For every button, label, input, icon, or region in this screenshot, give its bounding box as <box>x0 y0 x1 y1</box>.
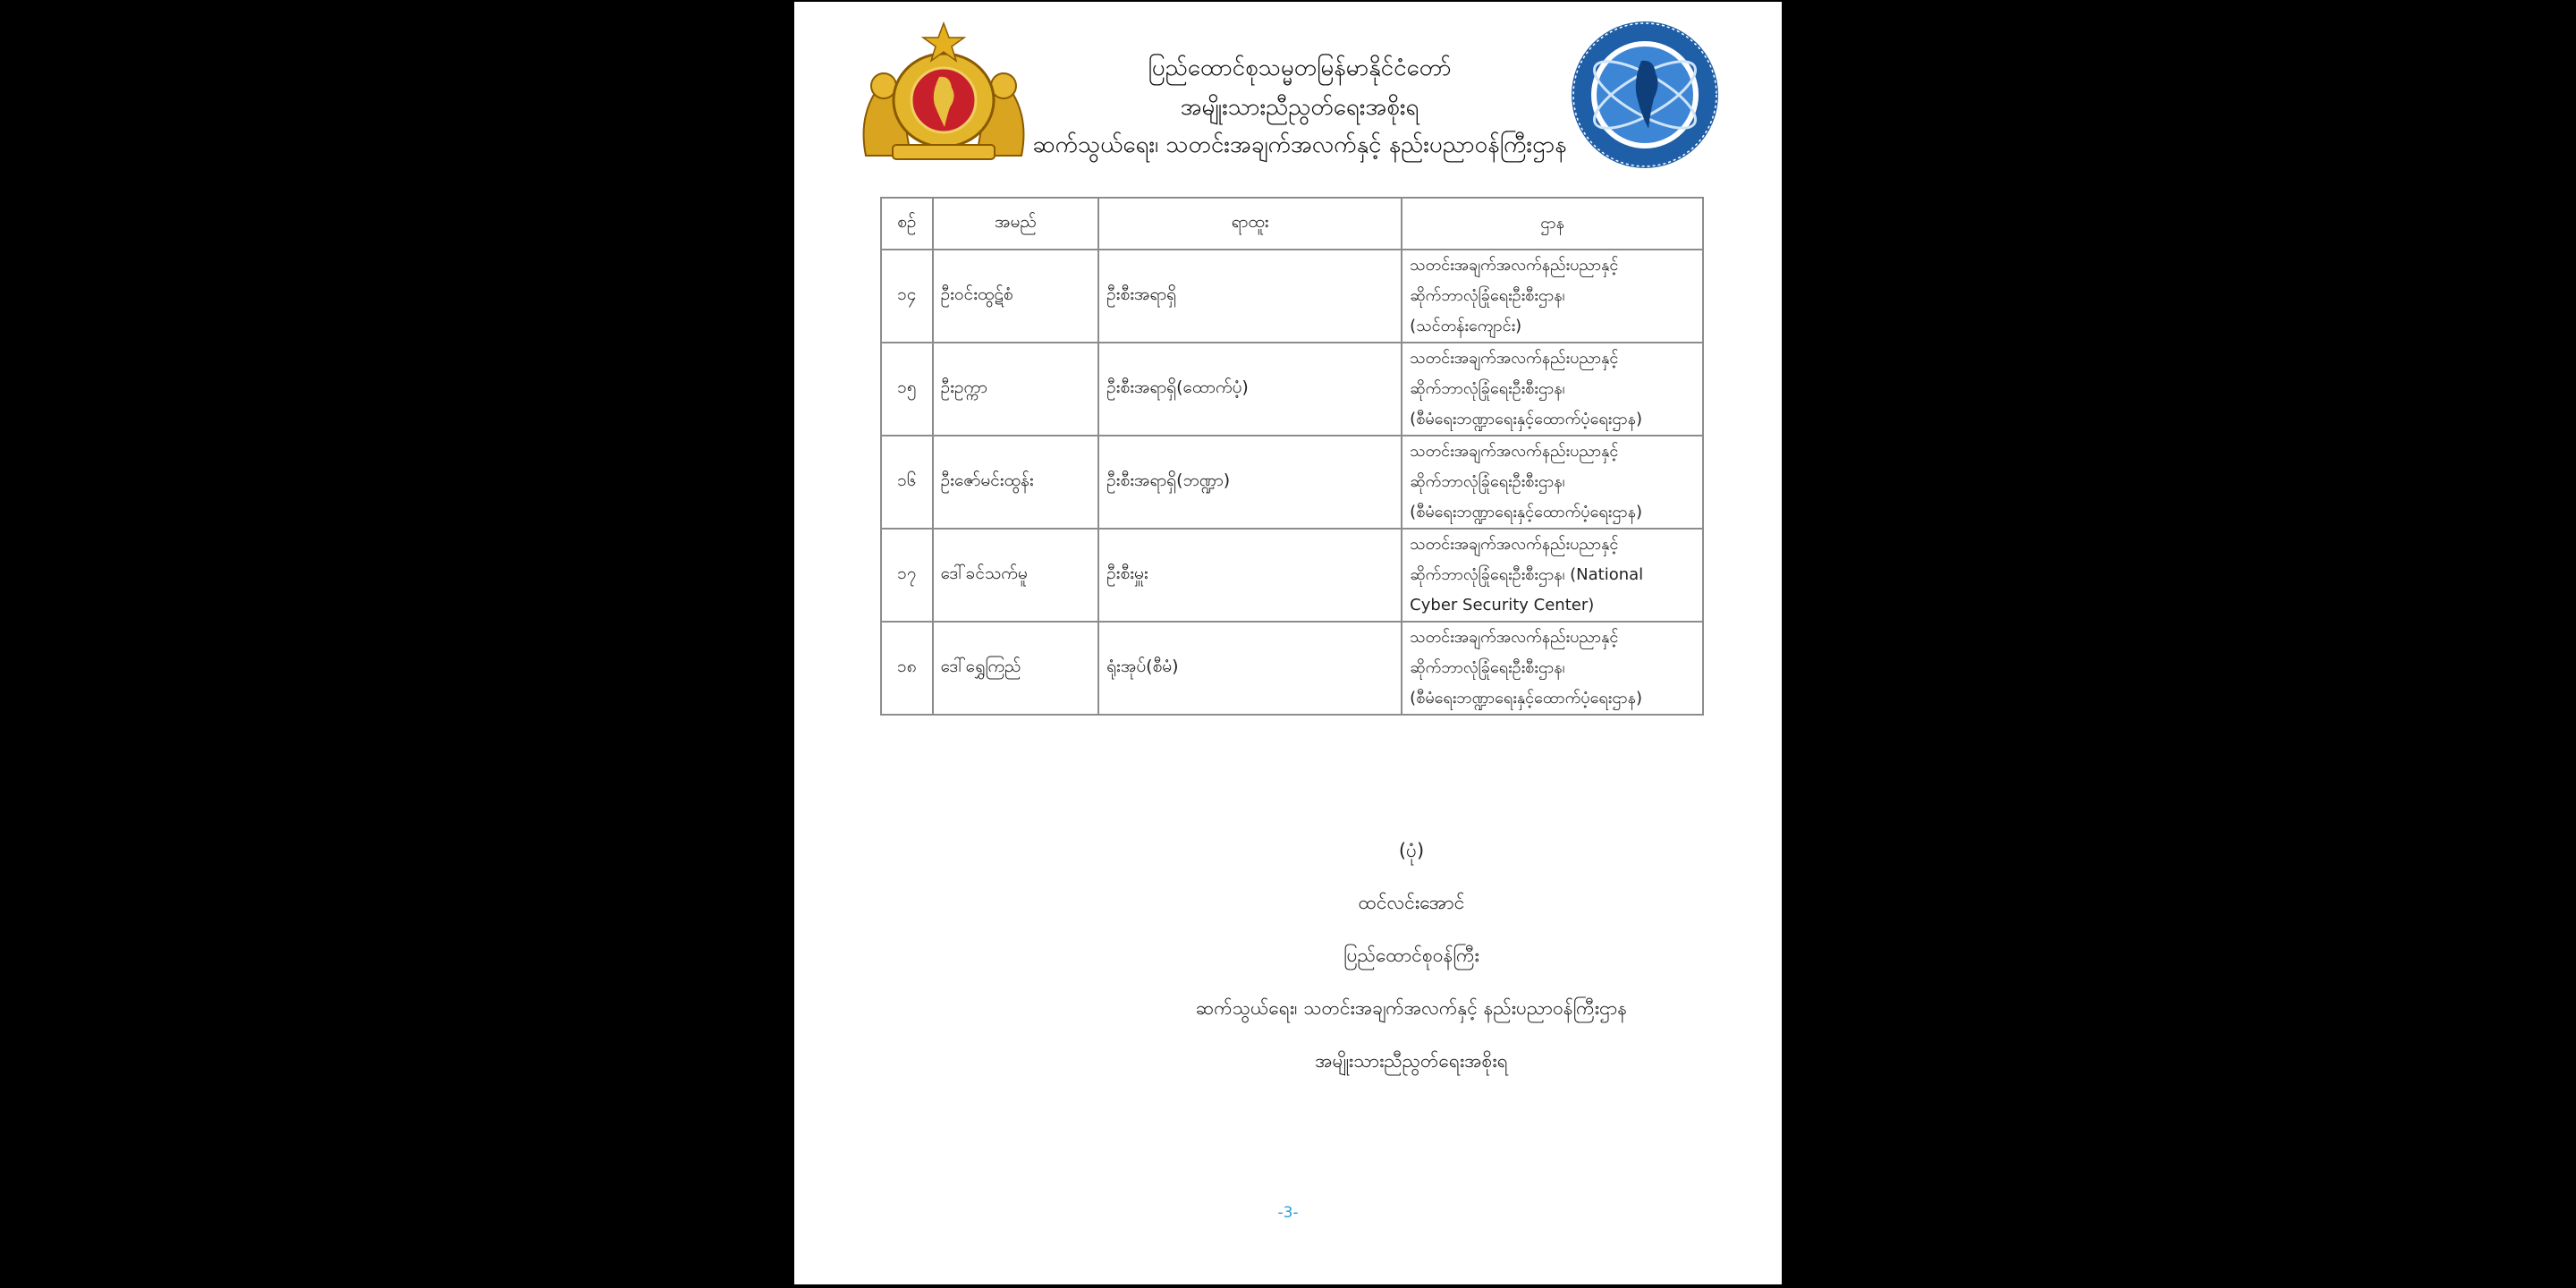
cell-name: ဒေါ်ခင်သက်မူ <box>933 529 1099 622</box>
department-line: (စီမံရေးဘဏ္ဍာရေးနှင့်ထောက်ပံ့ရေးဌာန) <box>1410 503 1642 521</box>
cell-name: ဦးဝင်းထွဋ်စံ <box>933 250 1099 343</box>
header-country: ပြည်ထောင်စုသမ္မတမြန်မာနိုင်ငံတော် <box>1148 55 1452 81</box>
cell-department <box>1402 529 1703 622</box>
cell-position: ဦးစီးအရာရှိ <box>1098 250 1402 343</box>
column-header-name: အမည် <box>933 198 1099 250</box>
department-line: သတင်းအချက်အလက်နည်းပညာနှင့် <box>1410 535 1619 554</box>
cell-position: ရုံးအုပ်(စီမံ) <box>1098 622 1402 715</box>
cell-position: ဦးစီးမှူး <box>1098 529 1402 622</box>
department-line: ဆိုက်ဘာလုံခြုံရေးဦးစီးဌာန၊ <box>1410 658 1565 677</box>
document-page <box>794 2 1782 1284</box>
department-line: ဆိုက်ဘာလုံခြုံရေးဦးစီးဌာန၊ (National <box>1410 565 1644 584</box>
department-line: (သင်တန်းကျောင်း) <box>1410 317 1522 335</box>
header-government: အမျိုးသားညီညွတ်ရေးအစိုးရ <box>1180 94 1419 121</box>
department-line: ဆိုက်ဘာလုံခြုံရေးဦးစီးဌာန၊ <box>1410 286 1565 305</box>
staff-table <box>880 197 1704 716</box>
signer-ministry: ဆက်သွယ်ရေး၊ သတင်းအချက်အလက်နှင့် နည်းပညာဝန်ကြီးဌာန <box>1195 997 1628 1019</box>
cell-department <box>1402 250 1703 343</box>
cell-no: ၁၈ <box>881 622 933 715</box>
table-row <box>881 622 1703 715</box>
cell-name: ဦးဥက္ကာ <box>933 343 1099 436</box>
column-header-no: စဥ် <box>881 198 933 250</box>
cell-position: ဦးစီးအရာရှိ(ထောက်ပံ့) <box>1098 343 1402 436</box>
state-emblem-icon <box>857 21 1030 163</box>
cell-name: ဦးဇော်မင်းထွန်း <box>933 436 1099 529</box>
cell-department <box>1402 436 1703 529</box>
cell-no: ၁၅ <box>881 343 933 436</box>
table-row <box>881 436 1703 529</box>
table-row <box>881 529 1703 622</box>
department-line: သတင်းအချက်အလက်နည်းပညာနှင့် <box>1410 628 1619 647</box>
table-header-row <box>881 198 1703 250</box>
cell-no: ၁၄ <box>881 250 933 343</box>
column-header-department: ဌာန <box>1402 198 1703 250</box>
cell-name: ဒေါ်ရွှေကြည် <box>933 622 1099 715</box>
department-line: (စီမံရေးဘဏ္ဍာရေးနှင့်ထောက်ပံ့ရေးဌာန) <box>1410 689 1642 708</box>
table-row <box>881 343 1703 436</box>
department-line: ဆိုက်ဘာလုံခြုံရေးဦးစီးဌာန၊ <box>1410 472 1565 491</box>
department-line: (စီမံရေးဘဏ္ဍာရေးနှင့်ထောက်ပံ့ရေးဌာန) <box>1410 410 1642 428</box>
department-line: သတင်းအချက်အလက်နည်းပညာနှင့် <box>1410 442 1619 461</box>
cell-position: ဦးစီးအရာရှိ(ဘဏ္ဍာ) <box>1098 436 1402 529</box>
table-row <box>881 250 1703 343</box>
signer-name: ထင်လင်းအောင် <box>1358 892 1465 913</box>
page-number: -3- <box>1277 1204 1299 1222</box>
cell-no: ၁၇ <box>881 529 933 622</box>
column-header-position: ရာထူး <box>1098 198 1402 250</box>
department-line: Cyber Security Center) <box>1410 596 1595 614</box>
department-line: သတင်းအချက်အလက်နည်းပညာနှင့် <box>1410 256 1619 275</box>
department-line: ဆိုက်ဘာလုံခြုံရေးဦးစီးဌာန၊ <box>1410 379 1565 398</box>
department-line: သတင်းအချက်အလက်နည်းပညာနှင့် <box>1410 349 1619 368</box>
cell-no: ၁၆ <box>881 436 933 529</box>
cyber-security-seal-icon <box>1568 18 1722 172</box>
cell-department <box>1402 622 1703 715</box>
signer-government: အမျိုးသားညီညွတ်ရေးအစိုးရ <box>1315 1050 1508 1072</box>
cell-department <box>1402 343 1703 436</box>
signature-mark: (ပုံ) <box>1398 840 1425 861</box>
signer-title: ပြည်ထောင်စုဝန်ကြီး <box>1343 945 1479 966</box>
header-ministry: ဆက်သွယ်ရေး၊ သတင်းအချက်အလက်နှင့် နည်းပညာဝန်ကြီးဌာန <box>1032 131 1567 158</box>
